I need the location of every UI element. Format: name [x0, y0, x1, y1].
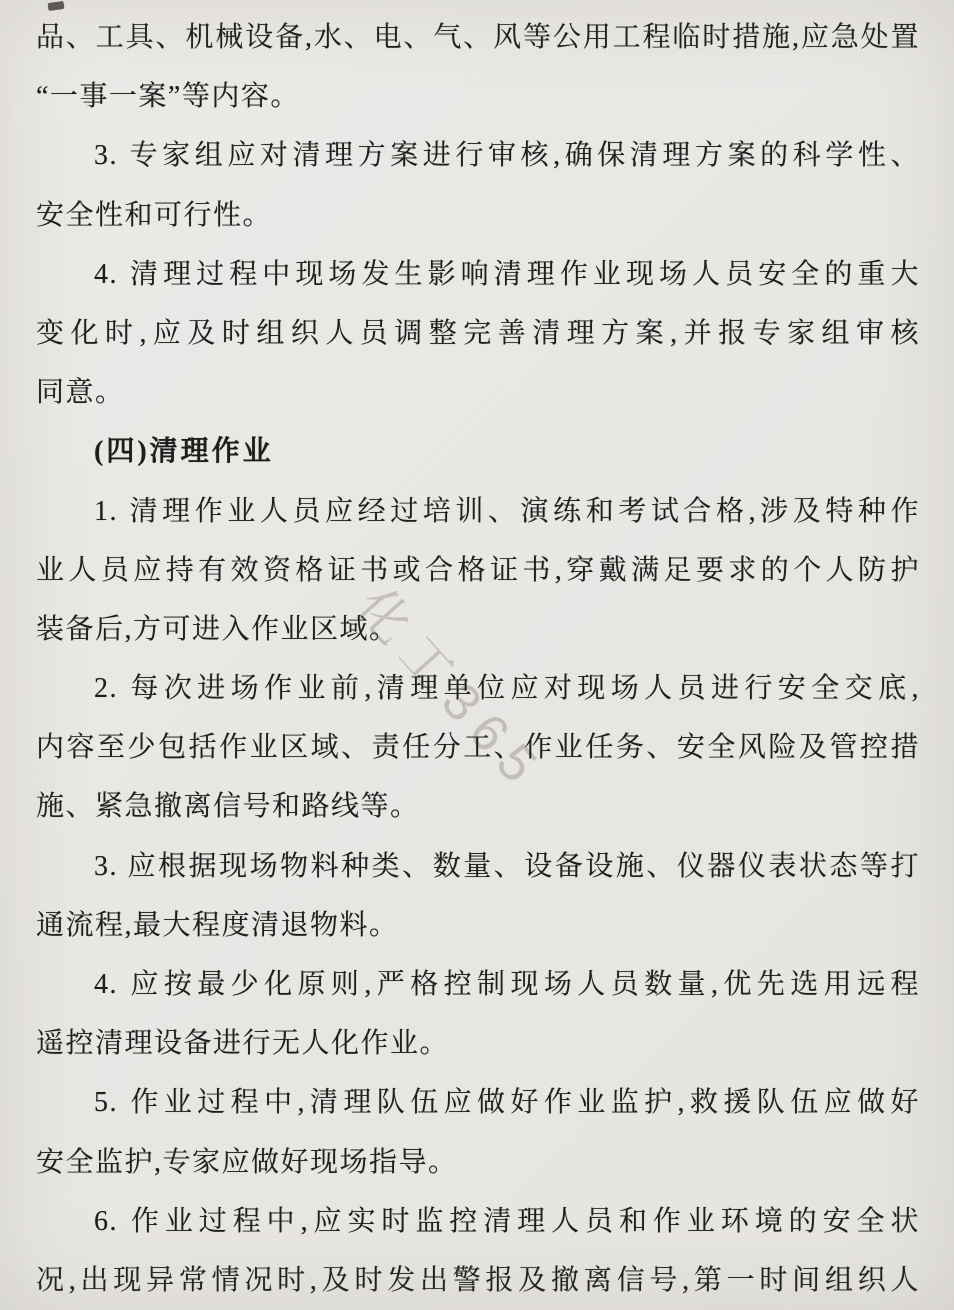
- text-line: 4. 清理过程中现场发生影响清理作业现场人员安全的重大: [94, 258, 920, 290]
- text-line: 4. 应按最少化原则,严格控制现场人员数量,优先选用远程: [94, 969, 920, 1000]
- text-line: 3. 应根据现场物料种类、数量、设备设施、仪器仪表状态等打: [94, 850, 920, 882]
- text-line: 装备后,方可进入作业区域。: [36, 613, 399, 645]
- text-line: 安全性和可行性。: [36, 199, 273, 231]
- text-line: 6. 作业过程中,应实时监控清理人员和作业环境的安全状: [94, 1205, 920, 1237]
- text-line: 2. 每次进场作业前,清理单位应对现场人员进行安全交底,: [94, 673, 920, 705]
- document-text: [36, 8, 920, 1310]
- text-line: 内容至少包括作业区域、责任分工、作业任务、安全风险及管控措: [36, 732, 920, 764]
- text-line: 同意。: [36, 377, 125, 409]
- text-line: 业人员应持有效资格证书或合格证书,穿戴满足要求的个人防护: [36, 554, 920, 586]
- text-line: “一事一案”等内容。: [36, 81, 300, 113]
- text-line: 遥控清理设备进行无人化作业。: [36, 1028, 450, 1060]
- text-line: 变化时,应及时组织人员调整完善清理方案,并报专家组审核: [36, 317, 920, 349]
- watermark-text: 化工365: [344, 577, 556, 803]
- text-line: 况,出现异常情况时,及时发出警报及撤离信号,第一时间组织人: [36, 1264, 920, 1296]
- text-line: 5. 作业过程中,清理队伍应做好作业监护,救援队伍应做好: [94, 1087, 920, 1119]
- text-line: 安全监护,专家应做好现场指导。: [36, 1146, 458, 1178]
- text-line: 1. 清理作业人员应经过培训、演练和考试合格,涉及特种作: [94, 495, 920, 527]
- text-line: (四)清理作业: [94, 436, 274, 468]
- text-line: 3. 专家组应对清理方案进行审核,确保清理方案的科学性、: [94, 140, 920, 172]
- text-line: 施、紧急撤离信号和路线等。: [36, 791, 420, 823]
- text-line: 品、工具、机械设备,水、电、气、风等公用工程临时措施,应急处置: [36, 22, 920, 53]
- text-line: 通流程,最大程度清退物料。: [36, 909, 399, 941]
